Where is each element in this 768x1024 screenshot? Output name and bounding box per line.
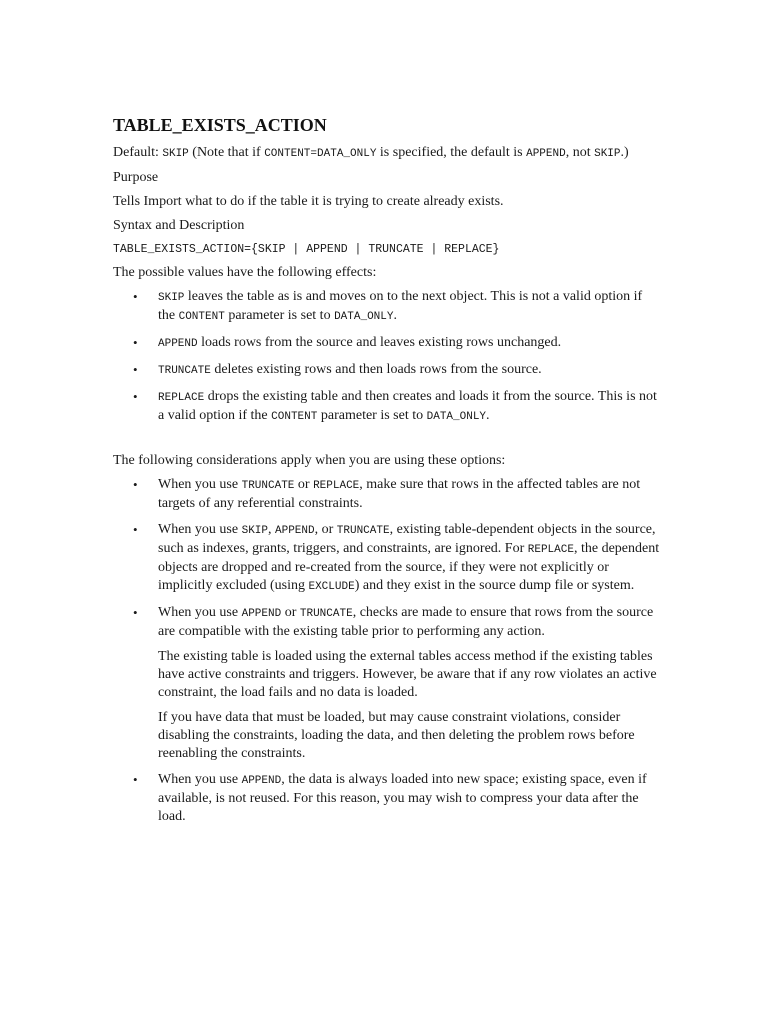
item-text: , checks are made to ensure that rows from the source are compatible with the existing table prior to performing any action.	[158, 605, 654, 639]
syntax-label: Syntax and Description	[113, 218, 245, 233]
code-content: CONTENT	[178, 311, 225, 323]
item-text: , the data is always loaded into new space; existing space, even if available, is not reused. For this reason, you may wish to compress your data after the load.	[158, 772, 647, 824]
syntax-code: TABLE_EXISTS_ACTION={SKIP | APPEND | TRUNCATE | REPLACE}	[113, 243, 500, 256]
item-text: When you use	[158, 522, 242, 537]
sub-paragraph: The existing table is loaded using the external tables access method if the existing tables have active constraints and triggers. However, be aware that if any row violates an active constraint, the load fails and no data is loaded.	[158, 649, 657, 700]
item-text: deletes existing rows and then loads rows from the source.	[210, 362, 542, 377]
code-truncate: TRUNCATE	[241, 480, 295, 492]
effects-list	[113, 288, 661, 426]
code-data-only: DATA_ONLY	[334, 311, 394, 323]
item-text: parameter is set to	[317, 408, 427, 423]
default-code-content: CONTENT=DATA_ONLY	[264, 148, 377, 160]
value-replace: REPLACE	[158, 392, 205, 404]
item-text: ) and they exist in the source dump file or system.	[354, 578, 635, 593]
default-label: Default:	[113, 145, 163, 160]
item-text: loads rows from the source and leaves existing rows unchanged.	[197, 335, 562, 350]
list-item	[113, 334, 661, 353]
code-replace: REPLACE	[527, 544, 574, 556]
item-text: ,	[268, 522, 275, 537]
item-text: leaves the table as is and moves on to the next object. This is not a valid option if the	[158, 289, 643, 323]
purpose-text: Tells Import what to do if the table it is trying to create already exists.	[113, 194, 504, 209]
default-code-append: APPEND	[526, 148, 566, 160]
item-text: , or	[314, 522, 337, 537]
code-exclude: EXCLUDE	[308, 581, 355, 593]
item-text: When you use	[158, 477, 242, 492]
default-code-skip-2: SKIP	[594, 148, 621, 160]
item-text: or	[281, 605, 300, 620]
code-skip: SKIP	[241, 525, 268, 537]
bullet-icon: •	[133, 477, 138, 492]
default-text: , not	[565, 145, 595, 160]
value-truncate: TRUNCATE	[158, 365, 211, 377]
item-text: .	[486, 408, 490, 423]
item-text: When you use	[158, 772, 242, 787]
code-replace: REPLACE	[313, 480, 360, 492]
value-skip: SKIP	[158, 292, 185, 304]
default-text: .)	[620, 145, 629, 160]
considerations-list	[113, 476, 661, 826]
item-text: , the dependent objects are dropped and re-created from the source, if they were not explicitly or implicitly excluded (using	[158, 541, 660, 593]
list-item	[113, 288, 661, 326]
default-line	[113, 144, 661, 163]
item-text: or	[294, 477, 314, 492]
bullet-icon: •	[133, 362, 138, 377]
list-item	[113, 604, 661, 763]
bullet-icon: •	[133, 335, 138, 350]
item-text: parameter is set to	[224, 308, 335, 323]
bullet-icon: •	[133, 289, 138, 304]
list-item	[113, 388, 661, 426]
default-code-skip: SKIP	[162, 148, 189, 160]
considerations-intro: The following considerations apply when you are using these options:	[113, 453, 506, 468]
code-content: CONTENT	[271, 411, 318, 423]
code-truncate: TRUNCATE	[336, 525, 390, 537]
item-text: When you use	[158, 605, 242, 620]
default-text: is specified, the default is	[376, 145, 527, 160]
spacer	[113, 434, 661, 452]
list-item	[113, 771, 661, 826]
effects-intro: The possible values have the following effects:	[113, 265, 377, 280]
purpose-label: Purpose	[113, 170, 159, 185]
document-page	[113, 114, 661, 834]
list-item	[113, 521, 661, 596]
code-data-only: DATA_ONLY	[426, 411, 487, 423]
code-truncate: TRUNCATE	[299, 608, 353, 620]
default-text: (Note that if	[188, 145, 265, 160]
bullet-icon: •	[133, 522, 138, 537]
sub-paragraph: If you have data that must be loaded, but may cause constraint violations, consider disabling the constraints, loading the data, and then deleting the problem rows before reenabling the constraints.	[158, 710, 635, 761]
item-text: , existing table-dependent objects in the source, such as indexes, grants, triggers, and constraints, are ignored. For	[158, 522, 656, 556]
list-item	[113, 361, 661, 380]
section-heading: TABLE_EXISTS_ACTION	[113, 115, 327, 135]
value-append: APPEND	[158, 338, 198, 350]
item-text: , make sure that rows in the affected tables are not targets of any referential constraints.	[158, 477, 641, 511]
code-append: APPEND	[275, 525, 315, 537]
list-item	[113, 476, 661, 513]
code-append: APPEND	[241, 608, 282, 620]
code-append: APPEND	[241, 775, 282, 787]
bullet-icon: •	[133, 605, 138, 620]
bullet-icon: •	[133, 772, 138, 787]
item-text: .	[393, 308, 397, 323]
bullet-icon: •	[133, 389, 138, 404]
item-text: drops the existing table and then creates and loads it from the source. This is not a valid option if the	[158, 389, 657, 423]
